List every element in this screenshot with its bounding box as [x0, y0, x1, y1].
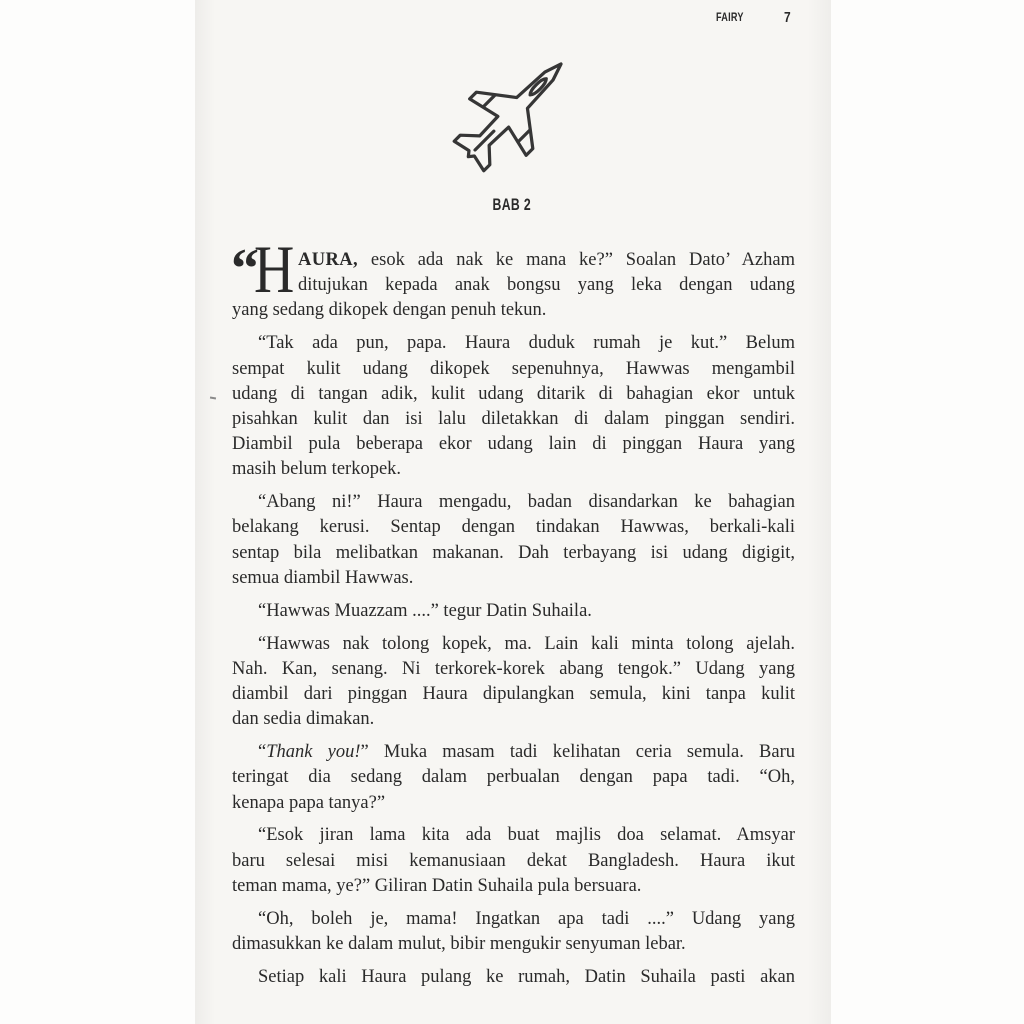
text-line: semua diambil Hawwas.: [232, 567, 414, 588]
text-line: sempat kulit udang dikopek sepenuhnya, Hawwas mengambil: [232, 358, 795, 379]
text-line: [232, 248, 795, 273]
text-line: [232, 740, 795, 765]
text-line: yang sedang dikopek dengan penuh tekun.: [232, 300, 547, 321]
text-line: udang di tangan adik, kulit udang ditarik di bahagian ekor untuk: [232, 383, 795, 404]
text-line: “Abang ni!” Haura mengadu, badan disandarkan ke bahagian: [258, 492, 795, 513]
paragraph: [232, 965, 795, 990]
text-segment: esok ada nak ke mana ke?” Soalan Dato’ Azham: [358, 250, 795, 270]
text-line: kenapa papa tanya?”: [232, 792, 386, 813]
paragraph: [232, 740, 795, 816]
running-title: FAIRY: [716, 10, 744, 24]
paragraph: [232, 632, 795, 733]
text-line: dimasukkan ke dalam mulut, bibir mengukir senyuman lebar.: [232, 933, 686, 954]
text-segment: ” Muka masam tadi kelihatan ceria semula. Baru: [360, 742, 796, 763]
text-line: teringat dia sedang dalam perbualan dengan papa tadi. “Oh,: [232, 767, 795, 788]
drop-quote: “: [231, 238, 259, 300]
text-line: Nah. Kan, senang. Ni terkorek-korek abang tengok.” Udang yang: [232, 658, 795, 679]
paragraph: [231, 231, 795, 324]
text-line: ditujukan kepada anak bongsu yang leka dengan udang: [298, 275, 795, 296]
text-line: “Esok jiran lama kita ada buat majlis doa selamat. Amsyar: [258, 825, 795, 846]
text-line: pisahkan kulit dan isi lalu diletakkan di dalam pinggan sendiri.: [232, 408, 795, 429]
lead-in: AURA,: [298, 250, 359, 270]
text-line: dan sedia dimakan.: [232, 709, 375, 730]
body-text: [231, 231, 796, 990]
chapter-title-text: BAB 2: [492, 195, 532, 214]
open-quote: “: [258, 742, 267, 763]
text-line: Setiap kali Haura pulang ke rumah, Datin Suhaila pasti akan: [258, 966, 795, 987]
italic-phrase: Thank you!: [266, 742, 361, 763]
text-line: diambil dari pinggan Haura dipulangkan semula, kini tanpa kulit: [232, 684, 795, 704]
fighter-jet-icon: [444, 46, 584, 176]
chapter-title: [462, 195, 562, 215]
paragraph: [232, 823, 795, 899]
text-line: “Oh, boleh je, mama! Ingatkan apa tadi ....” Udang yang: [258, 908, 795, 929]
text-line: “Tak ada pun, papa. Haura duduk rumah je kut.” Belum: [258, 333, 795, 354]
text-line: “Hawwas nak tolong kopek, ma. Lain kali minta tolong ajelah.: [258, 633, 795, 654]
text-line: “Hawwas Muazzam ....” tegur Datin Suhaila.: [258, 600, 592, 621]
paragraph: [232, 331, 795, 482]
text-line: belakang kerusi. Sentap dengan tindakan Hawwas, berkali-kali: [232, 517, 795, 538]
paragraph: [232, 490, 795, 591]
paragraph: [232, 907, 795, 957]
drop-cap: H: [254, 231, 295, 307]
paragraph: [232, 599, 795, 624]
text-line: sentap bila melibatkan makanan. Dah terbayang isi udang digigit,: [232, 542, 795, 563]
text-line: teman mama, ye?” Giliran Datin Suhaila pula bersuara.: [232, 875, 642, 896]
text-line: Diambil pula beberapa ekor udang lain di pinggan Haura yang: [232, 434, 795, 455]
text-line: masih belum terkopek.: [232, 459, 402, 480]
page-number: 7: [784, 9, 791, 26]
text-line: baru selesai misi kemanusiaan dekat Bangladesh. Haura ikut: [232, 850, 795, 871]
